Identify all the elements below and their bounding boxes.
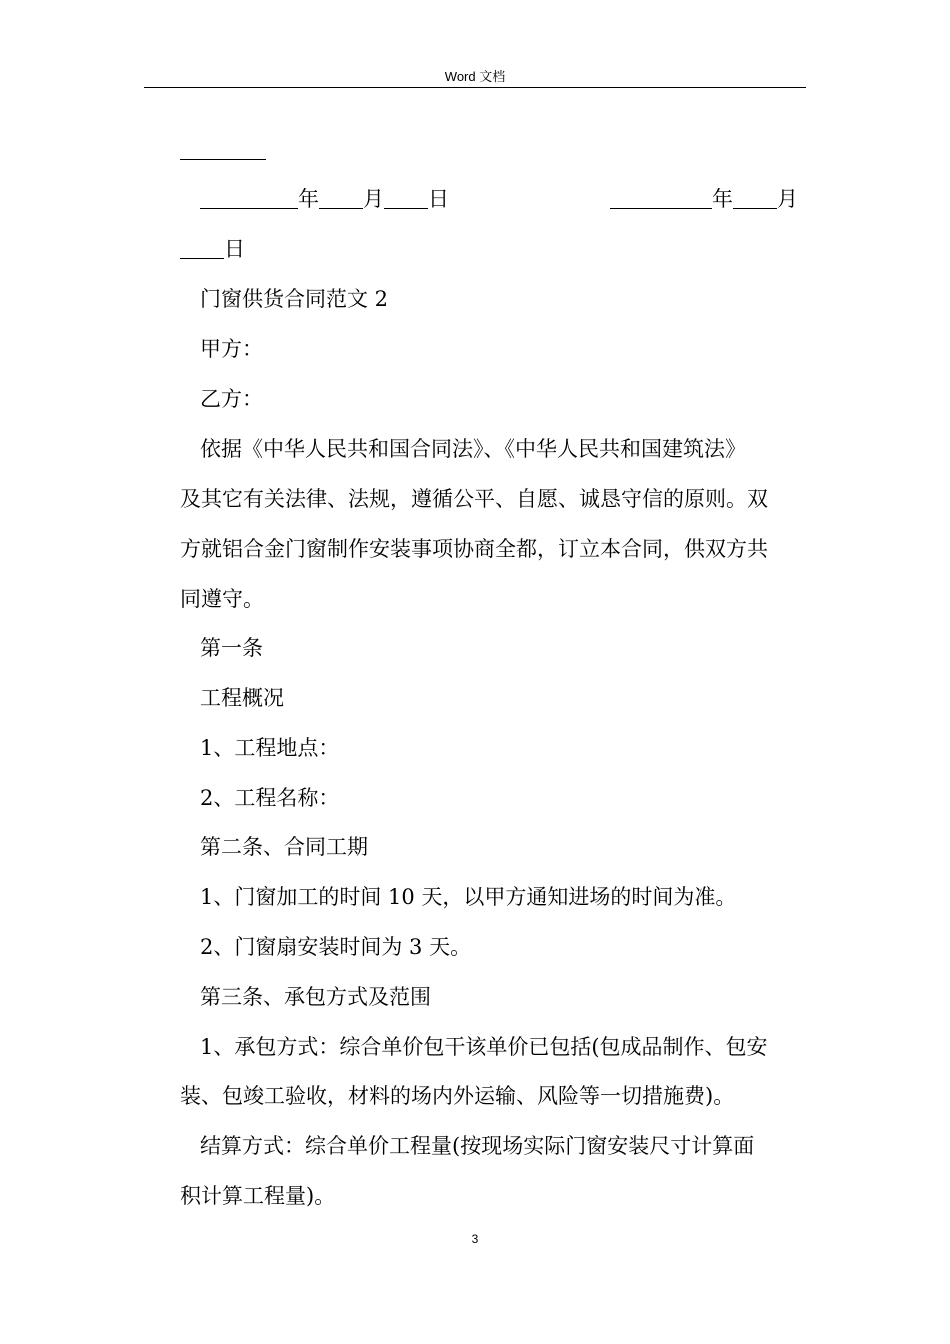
article-1-item: 2、工程名称： [200,786,340,810]
article-3-item-line: 1、承包方式：综合单价包干该单价已包括(包成品制作、包安 [200,1035,768,1059]
article-2-item: 2、门窗扇安装时间为 3 天。 [200,935,472,959]
page-number: 3 [471,1232,479,1246]
party-b-label: 乙方： [200,387,263,411]
preamble-line: 同遵守。 [180,587,264,611]
article-3-item-line: 装、包竣工验收，材料的场内外运输、风险等一切措施费)。 [180,1084,735,1108]
day-label-b: 日 [224,237,245,261]
settlement-line: 结算方式：综合单价工程量(按现场实际门窗安装尺寸计算面 [200,1134,755,1158]
month-label-b: 月 [777,187,798,211]
signature-day-row-b [180,234,806,264]
blank-day-b [180,238,224,259]
settlement-line: 积计算工程量)。 [180,1184,336,1208]
party-a-label: 甲方： [200,337,263,361]
page-header-title: Word 文档 [444,69,506,84]
blank-day-a [384,188,428,209]
blank-year-b [610,188,712,209]
header-divider [144,87,806,88]
year-label-b: 年 [712,187,733,211]
blank-underline [180,139,266,160]
article-1-title: 第一条 [200,636,263,660]
article-2-item: 1、门窗加工的时间 10 天，以甲方通知进场的时间为准。 [200,885,737,909]
day-label-a: 日 [428,187,449,211]
article-1-item: 1、工程地点： [200,736,340,760]
preamble-line: 方就铝合金门窗制作安装事项协商全都，订立本合同，供双方共 [180,537,768,561]
blank-year-a [200,188,298,209]
month-label-a: 月 [363,187,384,211]
preamble-line: 依据《中华人民共和国合同法》、《中华人民共和国建筑法》 [200,437,746,461]
signature-date-row-b [610,184,806,214]
article-2-title: 第二条、合同工期 [200,835,368,859]
blank-month-b [733,188,777,209]
blank-month-a [319,188,363,209]
article-1-subtitle: 工程概况 [200,686,284,710]
preamble-line: 及其它有关法律、法规，遵循公平、自愿、诚恳守信的原则。双 [180,487,768,511]
document-heading: 门窗供货合同范文 2 [200,287,389,311]
year-label-a: 年 [298,187,319,211]
article-3-title: 第三条、承包方式及范围 [200,985,431,1009]
signature-blank-line [180,135,806,165]
